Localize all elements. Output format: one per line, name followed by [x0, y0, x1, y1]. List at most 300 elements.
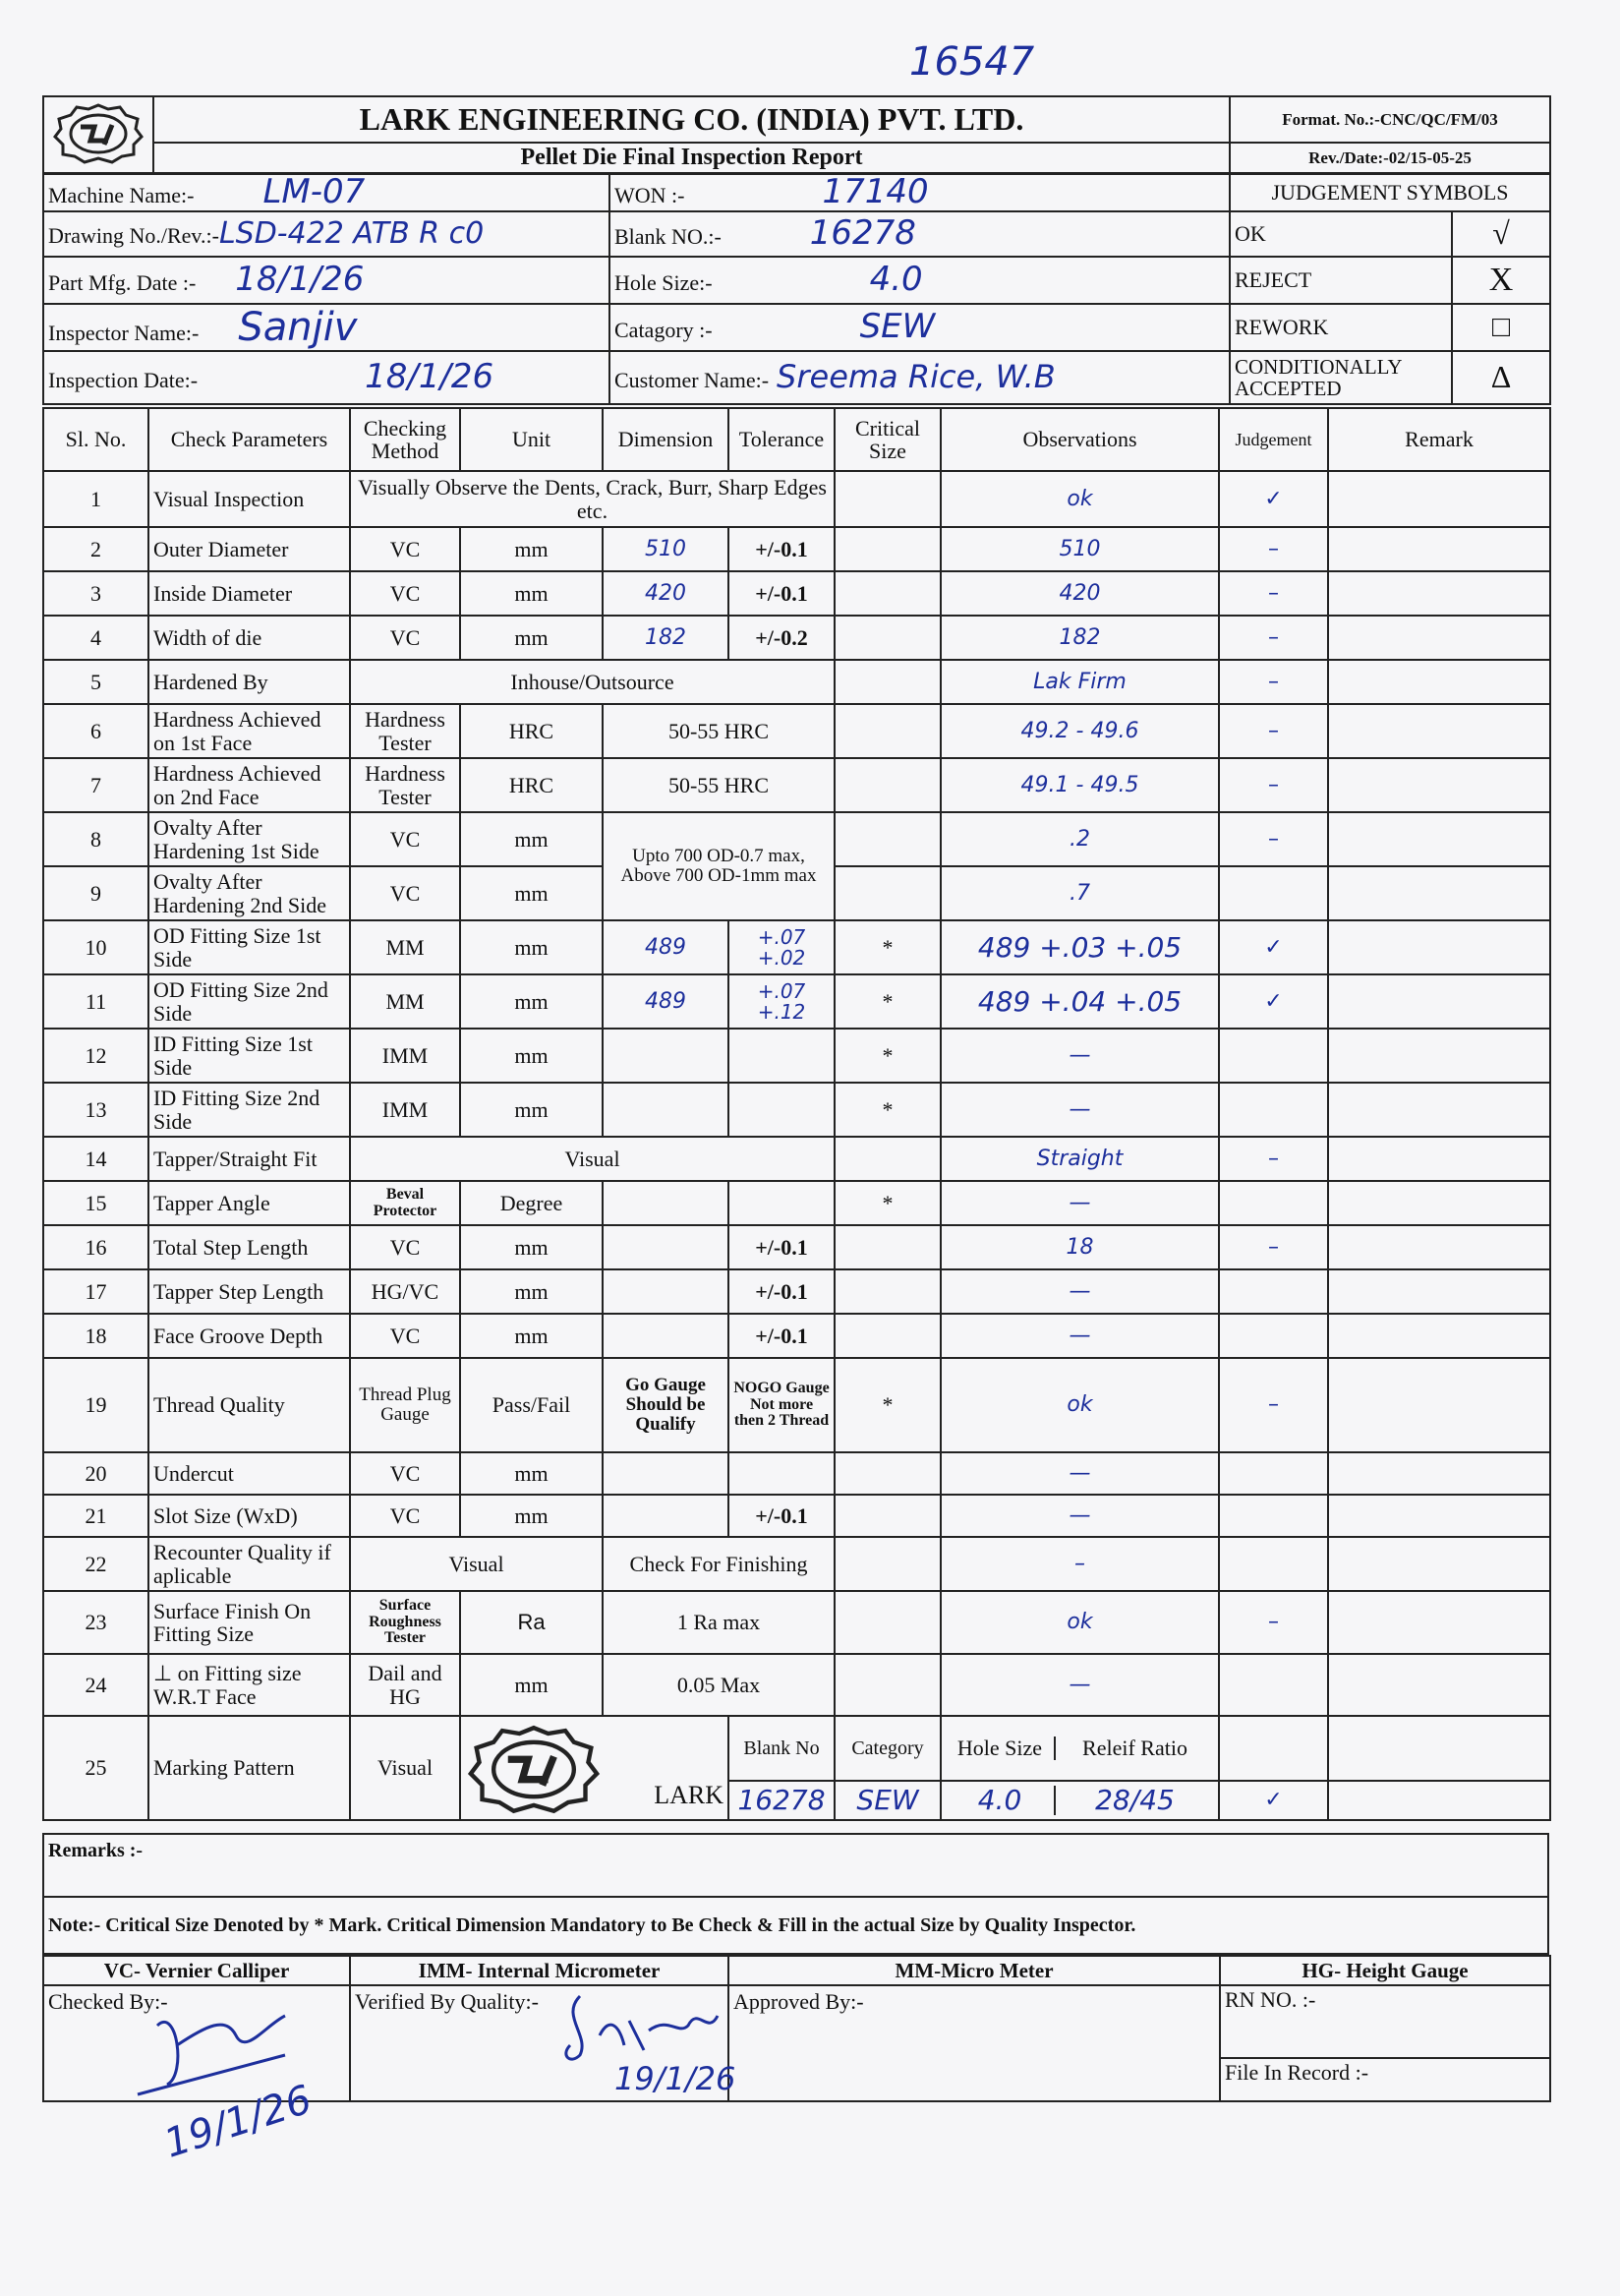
column-header-row [43, 408, 1550, 471]
judgement: – [1219, 758, 1328, 812]
checking-method: VC [350, 866, 460, 920]
table-row [43, 812, 1550, 866]
checking-method: Dail and HG [350, 1654, 460, 1716]
observation: .7 [941, 866, 1219, 920]
symbol-conditional-mark: Δ [1452, 351, 1550, 404]
checked-by-label: Checked By:- [43, 1985, 350, 2101]
customer-label: Customer Name:- [614, 367, 770, 392]
critical-size [835, 1225, 941, 1269]
judgement [1219, 1083, 1328, 1137]
checking-method: VC [350, 616, 460, 660]
checked-by-date: 19/1/26 [158, 2077, 318, 2167]
judgement: – [1219, 660, 1328, 704]
tolerance [728, 1083, 835, 1137]
table-row [43, 1269, 1550, 1314]
tolerance: +/-0.1 [728, 1495, 835, 1537]
customer-cell [609, 351, 1230, 404]
dimension: 489 [603, 974, 728, 1029]
dimension [603, 1029, 728, 1083]
sl-no: 16 [43, 1225, 148, 1269]
table-row [43, 471, 1550, 527]
drawing-no-label: Drawing No./Rev.:- [48, 222, 219, 248]
symbol-conditional-label: CONDITIONALLY ACCEPTED [1230, 351, 1452, 404]
table-row [43, 660, 1550, 704]
marking-logo-cell [460, 1716, 728, 1820]
sl-no: 22 [43, 1537, 148, 1591]
marking-header-category: Category [835, 1716, 941, 1781]
marking-category-value: SEW [835, 1781, 941, 1820]
critical-size [835, 812, 941, 866]
observation: — [941, 1181, 1219, 1225]
critical-size [835, 571, 941, 616]
check-parameter: ID Fitting Size 2nd Side [148, 1083, 350, 1137]
table-row [43, 920, 1550, 974]
marking-value-split [941, 1781, 1219, 1820]
checking-method: MM [350, 974, 460, 1029]
judgement: – [1219, 704, 1328, 758]
ovalty-spec-line1: Upto 700 OD-0.7 max, [632, 846, 805, 867]
critical-size [835, 1495, 941, 1537]
sl-no: 6 [43, 704, 148, 758]
critical-size [835, 616, 941, 660]
sl-no: 13 [43, 1083, 148, 1137]
sl-no: 9 [43, 866, 148, 920]
check-parameter: Width of die [148, 616, 350, 660]
check-parameter: OD Fitting Size 1st Side [148, 920, 350, 974]
critical-size [835, 866, 941, 920]
sl-no: 8 [43, 812, 148, 866]
won-label: WON :- [614, 183, 685, 207]
category-cell [609, 304, 1230, 351]
dimension [603, 1314, 728, 1358]
hole-size-label: Hole Size:- [614, 269, 713, 295]
checking-method: IMM [350, 1083, 460, 1137]
critical-size: * [835, 1029, 941, 1083]
col-dimension: Dimension [603, 408, 728, 471]
checking-method: Surface Roughness Tester [350, 1591, 460, 1654]
judgement: ✓ [1219, 1781, 1328, 1820]
machine-name-cell [43, 174, 609, 211]
observation: 420 [941, 571, 1219, 616]
sl-no: 2 [43, 527, 148, 571]
remarks-table [42, 1833, 1549, 1955]
observation: 18 [941, 1225, 1219, 1269]
legend-imm: IMM- Internal Micrometer [350, 1956, 728, 1985]
table-row [43, 1314, 1550, 1358]
tolerance [728, 1452, 835, 1495]
checking-method: Visual [350, 1716, 460, 1820]
tolerance: +.07 +.12 [728, 974, 835, 1029]
rev-date: Rev./Date:-02/15-05-25 [1230, 143, 1550, 173]
marking-header-hole: Hole Size [946, 1737, 1056, 1759]
sl-no: 15 [43, 1181, 148, 1225]
judgement: ✓ [1219, 471, 1328, 527]
symbol-ok-mark: √ [1452, 211, 1550, 257]
col-tolerance: Tolerance [728, 408, 835, 471]
unit: mm [460, 1452, 603, 1495]
dimension: Go Gauge Should be Qualify [603, 1358, 728, 1452]
sl-no: 10 [43, 920, 148, 974]
table-row [43, 571, 1550, 616]
critical-size [835, 758, 941, 812]
sl-no: 23 [43, 1591, 148, 1654]
inspection-date-label: Inspection Date:- [48, 367, 199, 392]
company-name: LARK ENGINEERING CO. (INDIA) PVT. LTD. [153, 96, 1230, 143]
blank-no-label: Blank NO.:- [614, 223, 722, 249]
check-parameter: Inside Diameter [148, 571, 350, 616]
info-table [42, 173, 1551, 405]
merged-spec: Inhouse/Outsource [350, 660, 835, 704]
category-label: Catagory :- [614, 317, 713, 342]
check-parameter: Undercut [148, 1452, 350, 1495]
sl-no: 3 [43, 571, 148, 616]
table-row [43, 1181, 1550, 1225]
dimension-tolerance: 0.05 Max [603, 1654, 835, 1716]
blank-no-cell [609, 211, 1230, 257]
unit: mm [460, 1314, 603, 1358]
sl-no: 18 [43, 1314, 148, 1358]
ovalty-spec-line2: Above 700 OD-1mm max [620, 865, 817, 886]
won-value: 17140 [822, 174, 929, 211]
unit: mm [460, 1225, 603, 1269]
col-observations: Observations [941, 408, 1219, 471]
tolerance [728, 1029, 835, 1083]
table-row [43, 704, 1550, 758]
drawing-no-cell [43, 211, 609, 257]
unit: mm [460, 616, 603, 660]
judgement: ✓ [1219, 920, 1328, 974]
judgement [1219, 1029, 1328, 1083]
judgement [1219, 1452, 1328, 1495]
col-remark: Remark [1328, 408, 1550, 471]
unit: mm [460, 1269, 603, 1314]
unit: mm [460, 1495, 603, 1537]
col-check-parameters: Check Parameters [148, 408, 350, 471]
inspector-value: Sanjiv [238, 304, 358, 350]
judgement: – [1219, 1358, 1328, 1452]
judgement: – [1219, 527, 1328, 571]
format-number: Format. No.:-CNC/QC/FM/03 [1230, 96, 1550, 143]
checking-method: VC [350, 812, 460, 866]
check-parameter: Ovalty After Hardening 1st Side [148, 812, 350, 866]
table-row [43, 527, 1550, 571]
dimension [603, 1083, 728, 1137]
check-parameter: Face Groove Depth [148, 1314, 350, 1358]
marking-header-relief: Releif Ratio [1082, 1736, 1187, 1761]
table-row [43, 1083, 1550, 1137]
observation: — [941, 1083, 1219, 1137]
symbol-reject-mark: X [1452, 257, 1550, 304]
sl-no: 12 [43, 1029, 148, 1083]
dimension: 510 [603, 527, 728, 571]
observation: ok [941, 1591, 1219, 1654]
table-row [43, 1029, 1550, 1083]
table-row [43, 1591, 1550, 1654]
inspection-date-cell [43, 351, 609, 404]
unit: Degree [460, 1181, 603, 1225]
unit: mm [460, 866, 603, 920]
table-row [43, 616, 1550, 660]
sl-no: 7 [43, 758, 148, 812]
critical-size [835, 1591, 941, 1654]
check-parameter: Recounter Quality if aplicable [148, 1537, 350, 1591]
checking-method: Hardness Tester [350, 758, 460, 812]
unit: Pass/Fail [460, 1358, 603, 1452]
table-row [43, 1495, 1550, 1537]
critical-size: * [835, 1083, 941, 1137]
unit: mm [460, 1083, 603, 1137]
marking-header-blank: Blank No [728, 1716, 835, 1781]
company-logo-cell [43, 96, 153, 173]
critical-size: * [835, 1358, 941, 1452]
sl-no: 19 [43, 1358, 148, 1452]
dimension-tolerance: 50-55 HRC [603, 704, 835, 758]
marking-lark-text: LARK [654, 1780, 723, 1809]
dimension: 420 [603, 571, 728, 616]
observation: Lak Firm [941, 660, 1219, 704]
dimension [603, 1495, 728, 1537]
symbol-rework-mark: □ [1452, 304, 1550, 351]
table-row [43, 1358, 1550, 1452]
judgement [1219, 1537, 1328, 1591]
hole-size-value: 4.0 [869, 259, 923, 299]
judgement [1219, 866, 1328, 920]
checking-method: VC [350, 1452, 460, 1495]
machine-name-label: Machine Name:- [48, 183, 195, 207]
inspector-label: Inspector Name:- [48, 320, 200, 345]
legend-mm: MM-Micro Meter [728, 1956, 1220, 1985]
observation: — [941, 1452, 1219, 1495]
observation: — [941, 1029, 1219, 1083]
sl-no: 17 [43, 1269, 148, 1314]
critical-size [835, 1269, 941, 1314]
observation: – [941, 1537, 1219, 1591]
check-parameter: Tapper/Straight Fit [148, 1137, 350, 1181]
unit: Ra [460, 1591, 603, 1654]
critical-note: Note:- Critical Size Denoted by * Mark. Critical Dimension Mandatory to Be Check & Fill in the actual Size by Quality Inspector. [43, 1897, 1548, 1954]
tolerance: +/-0.1 [728, 527, 835, 571]
tolerance: +/-0.1 [728, 571, 835, 616]
approved-by-label: Approved By:- [728, 1985, 1220, 2101]
observation: 49.2 - 49.6 [941, 704, 1219, 758]
symbol-rework-label: REWORK [1230, 304, 1452, 351]
dimension: 489 [603, 920, 728, 974]
observation: Straight [941, 1137, 1219, 1181]
observation: ok [941, 471, 1219, 527]
judgement: ✓ [1219, 974, 1328, 1029]
observation: — [941, 1314, 1219, 1358]
table-row [43, 1452, 1550, 1495]
critical-size [835, 1452, 941, 1495]
tolerance [728, 1181, 835, 1225]
check-parameter: Tapper Angle [148, 1181, 350, 1225]
observation: .2 [941, 812, 1219, 866]
dimension [603, 1452, 728, 1495]
inspection-date-value: 18/1/26 [365, 356, 494, 396]
sl-no: 4 [43, 616, 148, 660]
table-row [43, 1654, 1550, 1716]
check-parameter: Marking Pattern [148, 1716, 350, 1820]
critical-size: * [835, 974, 941, 1029]
observation: 182 [941, 616, 1219, 660]
table-row [43, 974, 1550, 1029]
won-cell [609, 174, 1230, 211]
marking-header-split [941, 1716, 1219, 1781]
sl-no: 24 [43, 1654, 148, 1716]
blank-no-value: 16278 [809, 212, 916, 253]
checking-method: Hardness Tester [350, 704, 460, 758]
checking-method: MM [350, 920, 460, 974]
observation: 49.1 - 49.5 [941, 758, 1219, 812]
dimension-tolerance: 50-55 HRC [603, 758, 835, 812]
checking-method: VC [350, 1314, 460, 1358]
hole-size-cell [609, 257, 1230, 304]
mfg-date-label: Part Mfg. Date :- [48, 269, 197, 295]
table-row [43, 758, 1550, 812]
sl-no: 25 [43, 1716, 148, 1820]
merged-spec: Visual [350, 1137, 835, 1181]
judgement: – [1219, 812, 1328, 866]
file-in-record-label: File In Record :- [1220, 2058, 1550, 2101]
col-unit: Unit [460, 408, 603, 471]
table-row [43, 1225, 1550, 1269]
unit: mm [460, 1654, 603, 1716]
sl-no: 1 [43, 471, 148, 527]
observation: — [941, 1654, 1219, 1716]
check-parameter: Visual Inspection [148, 471, 350, 527]
rn-no-label: RN NO. :- [1220, 1985, 1550, 2058]
checking-method: VC [350, 1495, 460, 1537]
remarks-label: Remarks :- [43, 1834, 1548, 1897]
critical-size [835, 1654, 941, 1716]
check-parameter: Hardness Achieved on 2nd Face [148, 758, 350, 812]
col-judgement: Judgement [1219, 408, 1328, 471]
tolerance: +/-0.1 [728, 1225, 835, 1269]
marking-relief-value: 28/45 [1095, 1784, 1175, 1817]
sl-no: 11 [43, 974, 148, 1029]
tolerance: +/-0.1 [728, 1314, 835, 1358]
col-critical-size: Critical Size [835, 408, 941, 471]
checking-method: VC [350, 571, 460, 616]
judgement: – [1219, 616, 1328, 660]
checking-method: Visual [350, 1537, 603, 1591]
mfg-date-value: 18/1/26 [235, 259, 365, 299]
checking-method: VC [350, 527, 460, 571]
legend-hg: HG- Height Gauge [1220, 1956, 1550, 1985]
marking-hole-value: 4.0 [946, 1786, 1056, 1814]
critical-size [835, 1537, 941, 1591]
check-parameter: Hardened By [148, 660, 350, 704]
header-table [42, 95, 1551, 174]
critical-size [835, 527, 941, 571]
dimension: 182 [603, 616, 728, 660]
inspection-table [42, 407, 1551, 1821]
unit: mm [460, 571, 603, 616]
merged-spec: Visually Observe the Dents, Crack, Burr, Sharp Edges etc. [350, 471, 835, 527]
sl-no: 5 [43, 660, 148, 704]
checking-method: Beval Protector [350, 1181, 460, 1225]
unit: mm [460, 812, 603, 866]
observation: ok [941, 1358, 1219, 1452]
inspector-cell [43, 304, 609, 351]
check-parameter: ⊥ on Fitting size W.R.T Face [148, 1654, 350, 1716]
judgement [1219, 1181, 1328, 1225]
dimension-tolerance: 1 Ra max [603, 1591, 835, 1654]
unit: HRC [460, 758, 603, 812]
customer-value: Sreema Rice, W.B [777, 357, 1056, 395]
table-row [43, 1537, 1550, 1591]
critical-size: * [835, 1181, 941, 1225]
tolerance: NOGO Gauge Not more then 2 Thread [728, 1358, 835, 1452]
dimension-tolerance: Check For Finishing [603, 1537, 835, 1591]
judgement: – [1219, 1591, 1328, 1654]
symbol-ok-label: OK [1230, 211, 1452, 257]
judgement [1219, 1314, 1328, 1358]
check-parameter: Ovalty After Hardening 2nd Side [148, 866, 350, 920]
check-parameter: Slot Size (WxD) [148, 1495, 350, 1537]
marking-logo-icon [465, 1722, 603, 1814]
judgement-symbols-title: JUDGEMENT SYMBOLS [1230, 174, 1550, 211]
observation: — [941, 1269, 1219, 1314]
drawing-no-value: LSD-422 ATB R c0 [218, 215, 485, 251]
checking-method: IMM [350, 1029, 460, 1083]
sl-no: 14 [43, 1137, 148, 1181]
judgement: – [1219, 1137, 1328, 1181]
sl-no: 20 [43, 1452, 148, 1495]
check-parameter: Surface Finish On Fitting Size [148, 1591, 350, 1654]
verified-by-date: 19/1/26 [614, 2060, 736, 2097]
machine-name-value: LM-07 [262, 174, 366, 211]
legend-vc: VC- Vernier Calliper [43, 1956, 350, 1985]
checking-method: Thread Plug Gauge [350, 1358, 460, 1452]
unit: mm [460, 527, 603, 571]
unit: mm [460, 1029, 603, 1083]
top-handwritten-number: 16547 [909, 39, 1035, 85]
marking-blank-value: 16278 [728, 1781, 835, 1820]
check-parameter: ID Fitting Size 1st Side [148, 1029, 350, 1083]
judgement [1219, 1495, 1328, 1537]
tolerance: +.07 +.02 [728, 920, 835, 974]
checking-method: VC [350, 1225, 460, 1269]
mfg-date-cell [43, 257, 609, 304]
category-value: SEW [859, 306, 936, 346]
check-parameter: Total Step Length [148, 1225, 350, 1269]
marking-row-top [43, 1716, 1550, 1781]
observation: 489 +.04 +.05 [941, 974, 1219, 1029]
company-logo-icon [51, 101, 145, 164]
observation: 489 +.03 +.05 [941, 920, 1219, 974]
table-row [43, 1137, 1550, 1181]
critical-size [835, 1314, 941, 1358]
observation: 510 [941, 527, 1219, 571]
judgement [1219, 1654, 1328, 1716]
critical-size [835, 704, 941, 758]
unit: HRC [460, 704, 603, 758]
sl-no: 21 [43, 1495, 148, 1537]
check-parameter: Hardness Achieved on 1st Face [148, 704, 350, 758]
col-checking-method: Checking Method [350, 408, 460, 471]
judgement [1219, 1269, 1328, 1314]
check-parameter: OD Fitting Size 2nd Side [148, 974, 350, 1029]
check-parameter: Tapper Step Length [148, 1269, 350, 1314]
verified-by-label: Verified By Quality:- [350, 1985, 728, 2101]
tolerance: +/-0.1 [728, 1269, 835, 1314]
unit: mm [460, 974, 603, 1029]
dimension [603, 1181, 728, 1225]
critical-size: * [835, 920, 941, 974]
ovalty-spec [603, 812, 835, 920]
symbol-reject-label: REJECT [1230, 257, 1452, 304]
